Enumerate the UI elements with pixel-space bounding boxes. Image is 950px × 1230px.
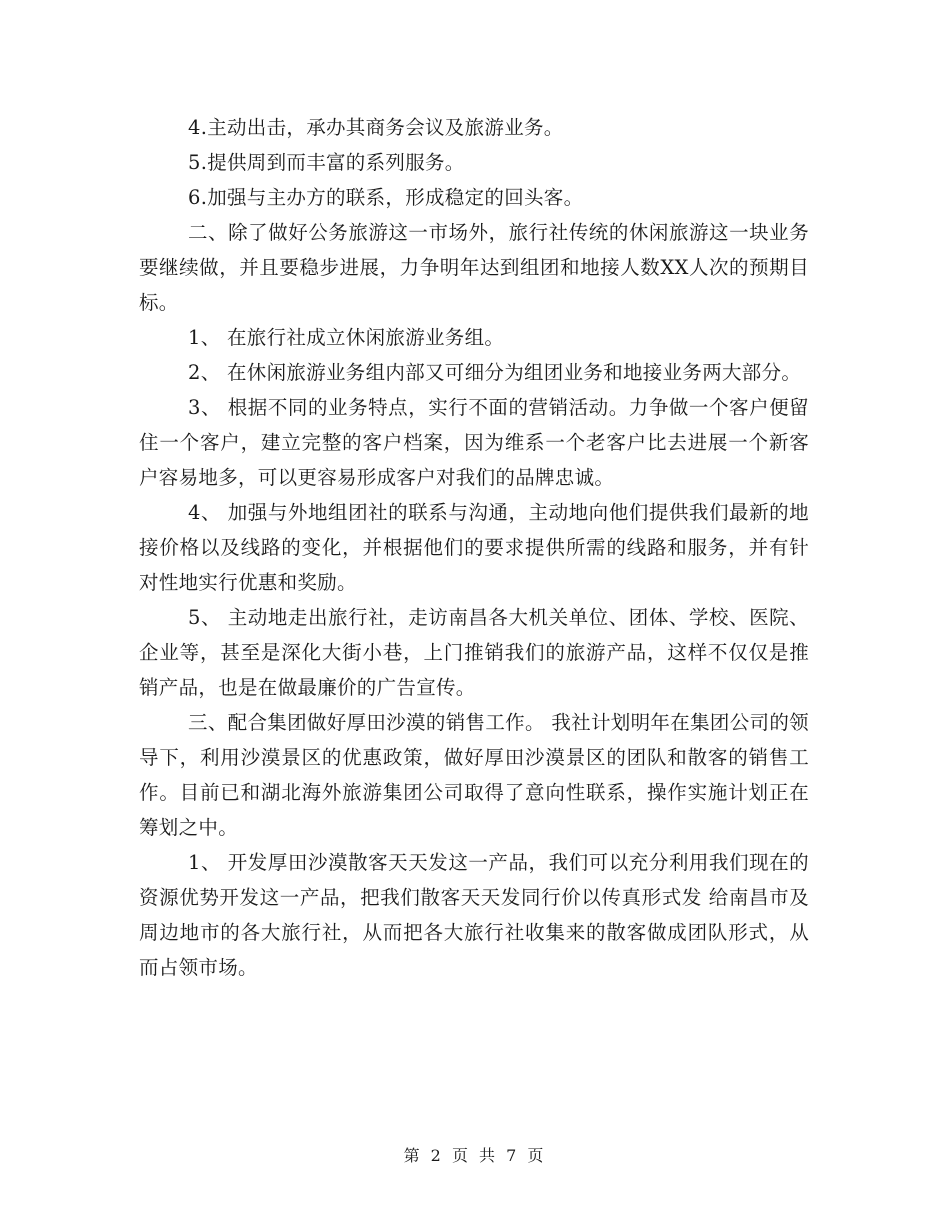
paragraph-2-item-1: 1、 在旅行社成立休闲旅游业务组。 [188,326,505,349]
page-number-footer: 第 2 页 共 7 页 [403,1146,547,1165]
paragraph-2-item-2: 2、 在休闲旅游业务组内部又可细分为组团业务和地接业务两大部分。 [188,361,802,384]
paragraph-2-item-4: 4、 加强与外地组团社的联系与沟通，主动地向他们提供我们最新的地接价格以及线路的变化，并根据他们的要求提供所需的线路和服务，并有针对性地实行优惠和奖励。 [139,501,809,594]
paragraph-item-4: 4.主动出击，承办其商务会议及旅游业务。 [188,116,564,139]
paragraph-3-item-1: 1、 开发厚田沙漠散客天天发这一产品，我们可以充分利用我们现在的资源优势开发这一产品，把我们散客天天发同行价以传真形式发 给南昌市及周边地市的各大旅行社，从而把各大旅行社收集来的散客做成团队形式，从而占领市场。 [139,851,809,979]
document-body [139,110,809,985]
paragraph-2-item-3: 3、 根据不同的业务特点，实行不面的营销活动。力争做一个客户便留住一个客户，建立完整的客户档案，因为维系一个老客户比去进展一个新客户容易地多，可以更容易形成客户对我们的品牌忠诚。 [139,396,809,489]
paragraph-item-6: 6.加强与主办方的联系，形成稳定的回头客。 [188,186,584,209]
paragraph-2-item-5: 5、 主动地走出旅行社，走访南昌各大机关单位、团体、学校、医院、企业等，甚至是深化大街小巷，上门推销我们的旅游产品，这样不仅仅是推销产品，也是在做最廉价的广告宣传。 [139,606,809,699]
paragraph-item-5: 5.提供周到而丰富的系列服务。 [188,151,465,174]
section-heading-3: 三、配合集团做好厚田沙漠的销售工作。 我社计划明年在集团公司的领导下，利用沙漠景区的优惠政策，做好厚田沙漠景区的团队和散客的销售工作。目前已和湖北海外旅游集团公司取得了意向性联系，操作实施计划正在筹划之中。 [139,711,809,839]
section-heading-2: 二、除了做好公务旅游这一市场外，旅行社传统的休闲旅游这一块业务要继续做，并且要稳步进展，力争明年达到组团和地接人数XX人次的预期目标。 [139,221,809,314]
